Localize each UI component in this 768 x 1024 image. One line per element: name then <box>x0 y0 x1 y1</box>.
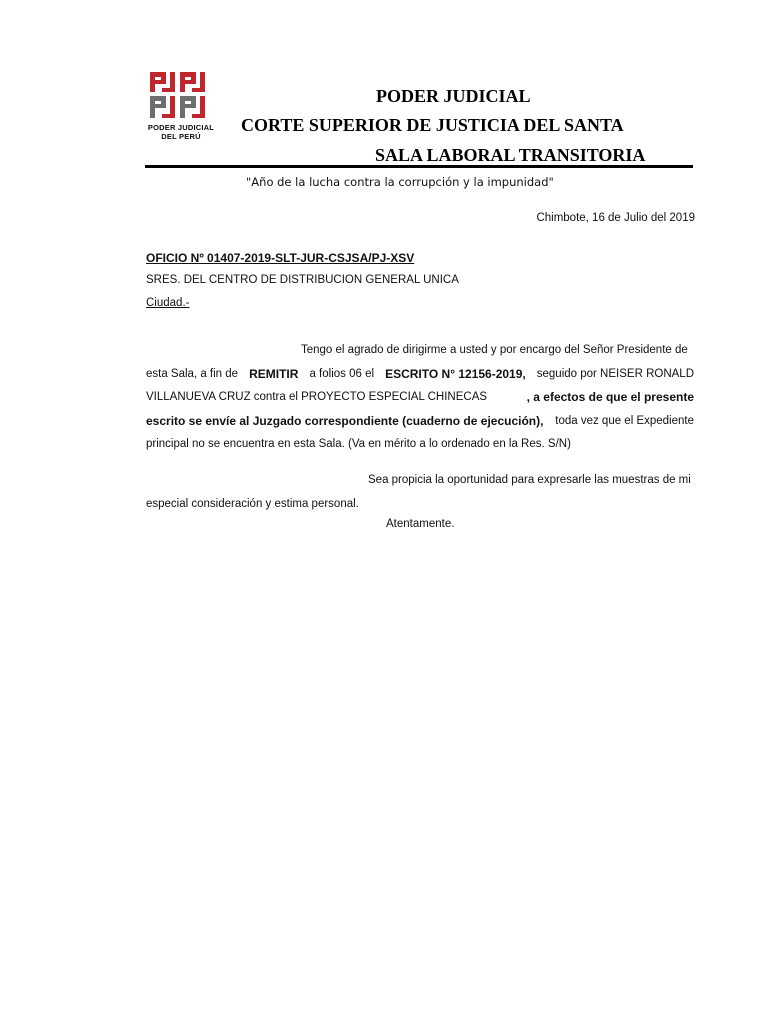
text-segment: esta Sala, a fin de <box>146 367 239 380</box>
body-paragraph-1 <box>146 339 694 457</box>
purpose-bold-text: , a efectos de que el presente <box>526 390 694 404</box>
logo-caption-line2: DEL PERÚ <box>161 132 201 141</box>
court-title: CORTE SUPERIOR DE JUSTICIA DEL SANTA <box>241 115 624 135</box>
text-segment: toda vez que el Expediente <box>555 414 694 427</box>
year-motto: "Año de la lucha contra la corrupción y la impunidad" <box>246 175 554 189</box>
oficio-number: OFICIO Nº 01407-2019-SLT-JUR-CSJSA/PJ-XSV <box>146 251 415 265</box>
document-date: Chimbote, 16 de Julio del 2019 <box>536 212 695 224</box>
paragraph-line <box>146 410 694 434</box>
text-segment: seguido por NEISER RONALD <box>536 367 694 380</box>
paragraph-line: Sea propicia la oportunidad para expresarle las muestras de mi <box>368 474 691 486</box>
logo-caption-line1: PODER JUDICIAL <box>147 123 215 132</box>
chamber-title: SALA LABORAL TRANSITORIA <box>375 145 646 165</box>
institution-title: PODER JUDICIAL <box>376 86 531 106</box>
paragraph-line: Tengo el agrado de dirigirme a usted y por encargo del Señor Presidente de <box>301 344 688 356</box>
recipient: SRES. DEL CENTRO DE DISTRIBUCION GENERAL UNICA <box>146 274 459 286</box>
logo-caption <box>136 123 226 141</box>
paragraph-line: principal no se encuentra en esta Sala. (Va en mérito a lo ordenado en la Res. S/N) <box>146 438 571 450</box>
header-divider <box>145 165 693 168</box>
text-segment: VILLANUEVA CRUZ contra el PROYECTO ESPECIAL CHINECAS <box>146 391 488 403</box>
pj-emblem-icon <box>140 70 220 124</box>
text-segment: a folios 06 el <box>309 367 375 380</box>
paragraph-line <box>146 363 694 387</box>
closing-salutation: Atentamente. <box>386 518 455 530</box>
purpose-bold-text-cont: escrito se envíe al Juzgado correspondiente (cuaderno de ejecución), <box>146 413 544 428</box>
remitir-keyword: REMITIR <box>249 366 299 381</box>
paragraph-line <box>146 386 694 410</box>
body-paragraph-2 <box>146 469 694 516</box>
escrito-number: ESCRITO N° 12156-2019, <box>385 366 526 381</box>
ciudad-label: Ciudad.- <box>146 297 190 309</box>
paragraph-line: especial consideración y estima personal. <box>146 497 359 510</box>
